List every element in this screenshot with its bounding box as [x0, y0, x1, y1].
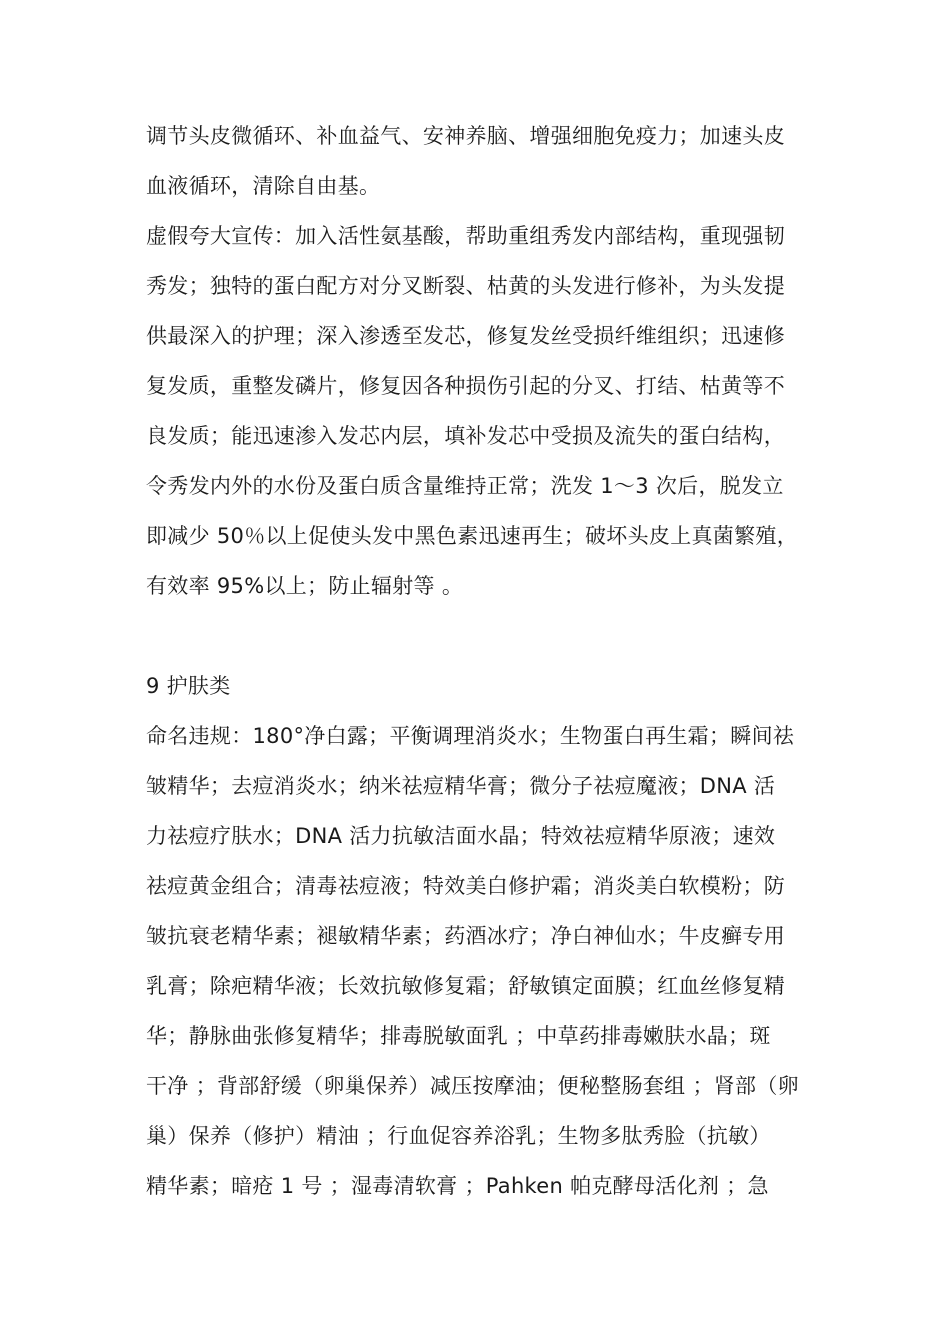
paragraph-line: 虚假夸大宣传：加入活性氨基酸，帮助重组秀发内部结构，重现强韧 — [146, 224, 785, 248]
paragraph-line: 皱精华；去痘消炎水；纳米祛痘精华膏；微分子祛痘魔液；DNA 活 — [146, 774, 776, 798]
paragraph-line: 即减少 50％以上促使头发中黑色素迅速再生；破坏头皮上真菌繁殖， — [146, 524, 798, 548]
paragraph-line: 皱抗衰老精华素；褪敏精华素；药酒冰疗；净白神仙水；牛皮癣专用 — [146, 924, 785, 948]
section-heading: 9 护肤类 — [146, 674, 231, 698]
paragraph-line: 秀发；独特的蛋白配方对分叉断裂、枯黄的头发进行修补，为头发提 — [146, 274, 785, 298]
paragraph-line: 命名违规：180°净白露；平衡调理消炎水；生物蛋白再生霜；瞬间祛 — [146, 724, 795, 748]
paragraph-line: 复发质，重整发磷片，修复因各种损伤引起的分叉、打结、枯黄等不 — [146, 374, 785, 398]
paragraph-line: 祛痘黄金组合；清毒祛痘液；特效美白修护霜；消炎美白软模粉；防 — [146, 874, 785, 898]
paragraph-line: 令秀发内外的水份及蛋白质含量维持正常；洗发 1～3 次后，脱发立 — [146, 474, 784, 498]
paragraph-line: 供最深入的护理；深入渗透至发芯，修复发丝受损纤维组织；迅速修 — [146, 324, 785, 348]
paragraph-line: 良发质；能迅速渗入发芯内层，填补发芯中受损及流失的蛋白结构， — [146, 424, 785, 448]
paragraph-line: 调节头皮微循环、补血益气、安神养脑、增强细胞免疫力；加速头皮 — [146, 124, 785, 148]
paragraph-line: 乳膏；除疤精华液；长效抗敏修复霜；舒敏镇定面膜；红血丝修复精 — [146, 974, 785, 998]
paragraph-line: 干净 ；背部舒缓（卵巢保养）减压按摩油；便秘整肠套组 ；肾部（卵 — [146, 1074, 799, 1098]
paragraph-line: 有效率 95%以上；防止辐射等 。 — [146, 574, 464, 598]
paragraph-line: 华；静脉曲张修复精华；排毒脱敏面乳 ；中草药排毒嫩肤水晶；斑 — [146, 1024, 771, 1048]
paragraph-line: 血液循环，清除自由基。 — [146, 174, 381, 198]
paragraph-line: 巢）保养（修护）精油 ；行血促容养浴乳；生物多肽秀脸（抗敏） — [146, 1124, 771, 1148]
paragraph-line: 精华素；暗疮 1 号 ；湿毒清软膏 ；Pahken 帕克酵母活化剂 ；急 — [146, 1174, 769, 1198]
paragraph-line: 力祛痘疗肤水；DNA 活力抗敏洁面水晶；特效祛痘精华原液；速效 — [146, 824, 776, 848]
